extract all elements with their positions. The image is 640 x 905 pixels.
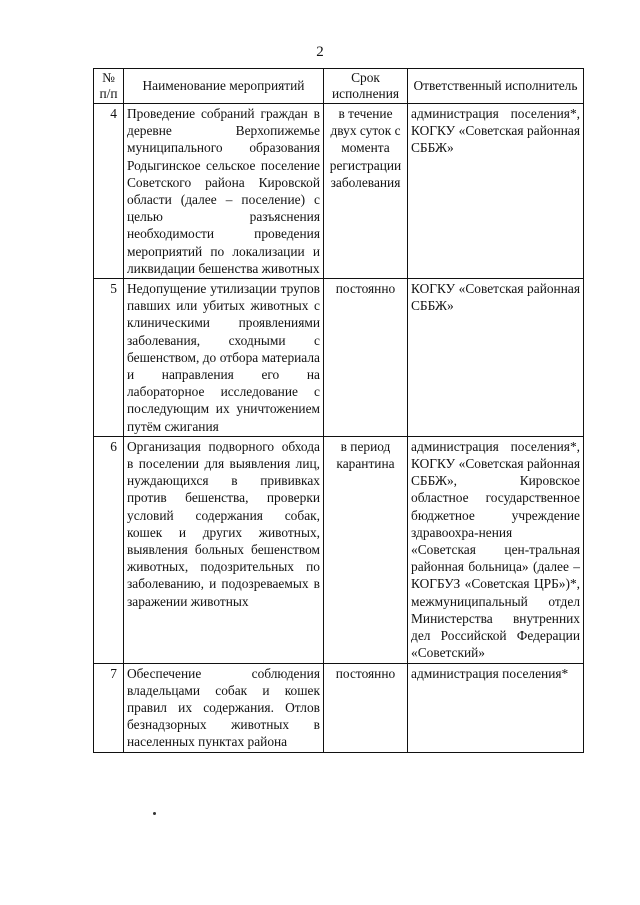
table-header-row [94, 69, 584, 104]
page-number: 2 [316, 44, 324, 60]
measure-term: постоянно [324, 279, 408, 437]
measure-name: Обеспечение соблюдения владельцами собак и кошек правил их содержания. Отлов безнадзорных животных в населенных пунктах района [124, 663, 324, 752]
table-row [94, 436, 584, 663]
measure-term: постоянно [324, 663, 408, 752]
measure-term: в течение двух суток с момента регистрации заболевания [324, 104, 408, 279]
measure-name: Проведение собраний граждан в деревне Верхопижемье муниципального образования Родыгинское сельское поселение Советского района Кировской области (далее – поселение) с целью разъяснения необходимости проведения мероприятий по локализации и ликвидации бешенства животных [124, 104, 324, 279]
row-number: 4 [94, 104, 124, 279]
measure-responsible: администрация поселения* [408, 663, 584, 752]
scan-speck [153, 812, 156, 815]
measure-responsible: администрация поселения*, КОГКУ «Советская районная СББЖ», Кировское областное государственное бюджетное учреждение здравоохра-нения «Советская цен-тральная районная больница» (далее – КОГБУЗ «Советская ЦРБ»)*, межмуниципальный отдел Министерства внутренних дел Российской Федерации «Советский» [408, 436, 584, 663]
measure-responsible: администрация поселения*, КОГКУ «Советская районная СББЖ» [408, 104, 584, 279]
row-number: 7 [94, 663, 124, 752]
row-number: 5 [94, 279, 124, 437]
row-number: 6 [94, 436, 124, 663]
header-responsible: Ответственный исполнитель [408, 69, 584, 104]
measure-responsible: КОГКУ «Советская районная СББЖ» [408, 279, 584, 437]
table-row [94, 663, 584, 752]
measures-table [93, 68, 584, 753]
header-term: Срок исполнения [324, 69, 408, 104]
measure-name: Недопущение утилизации трупов павших или убитых животных с клиническими проявлениями заболевания, сходными с бешенством, до отбора материала и направления его на лабораторное исследование с последующим их уничтожением путём сжигания [124, 279, 324, 437]
table-row [94, 104, 584, 279]
measure-term: в период карантина [324, 436, 408, 663]
header-num: № п/п [94, 69, 124, 104]
header-name: Наименование мероприятий [124, 69, 324, 104]
table-row [94, 279, 584, 437]
measure-name: Организация подворного обхода в поселении для выявления лиц, нуждающихся в прививках против бешенства, проверки условий содержания собак, кошек и других животных, выявления больных бешенством животных, подозрительных по заболеванию, и подозреваемых в заражении животных [124, 436, 324, 663]
